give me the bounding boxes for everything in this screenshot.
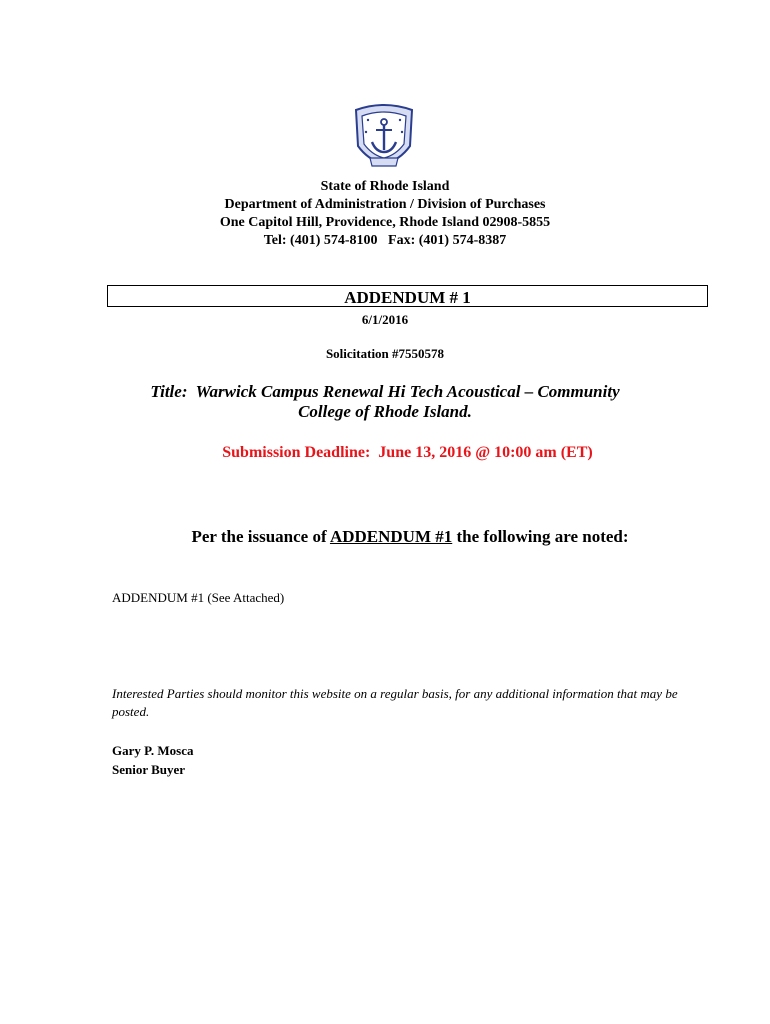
signature-block — [112, 741, 193, 779]
attached-note: ADDENDUM #1 (See Attached) — [112, 590, 285, 605]
notice-prefix: Per the issuance of — [191, 527, 330, 546]
addendum-heading: ADDENDUM # 1 — [107, 285, 708, 307]
title-line-2: College of Rhode Island. — [298, 402, 472, 421]
submission-deadline: Submission Deadline: June 13, 2016 @ 10:00 am (ET) — [222, 444, 593, 461]
addendum-date: 6/1/2016 — [361, 312, 409, 327]
addendum-notice — [0, 527, 770, 547]
addendum-link[interactable]: ADDENDUM #1 — [329, 527, 453, 546]
header-contact: Tel: (401) 574-8100 Fax: (401) 574-8387 — [263, 233, 507, 248]
signer-name: Gary P. Mosca — [112, 743, 194, 758]
header-address: One Capitol Hill, Providence, Rhode Island 02908-5855 — [219, 215, 551, 230]
signer-role: Senior Buyer — [112, 762, 186, 777]
state-seal-icon — [348, 102, 420, 170]
header-department: Department of Administration / Division of Purchases — [224, 197, 546, 212]
header-state: State of Rhode Island — [320, 179, 450, 194]
agency-header — [0, 178, 770, 250]
notice-suffix: the following are noted: — [452, 527, 629, 546]
title-line-1: Title: Warwick Campus Renewal Hi Tech Acoustical – Community — [150, 382, 620, 401]
solicitation-number: Solicitation #7550578 — [325, 346, 445, 361]
solicitation-title — [100, 382, 670, 422]
interested-parties-note: Interested Parties should monitor this website on a regular basis, for any additional information that may be posted. — [112, 686, 678, 719]
